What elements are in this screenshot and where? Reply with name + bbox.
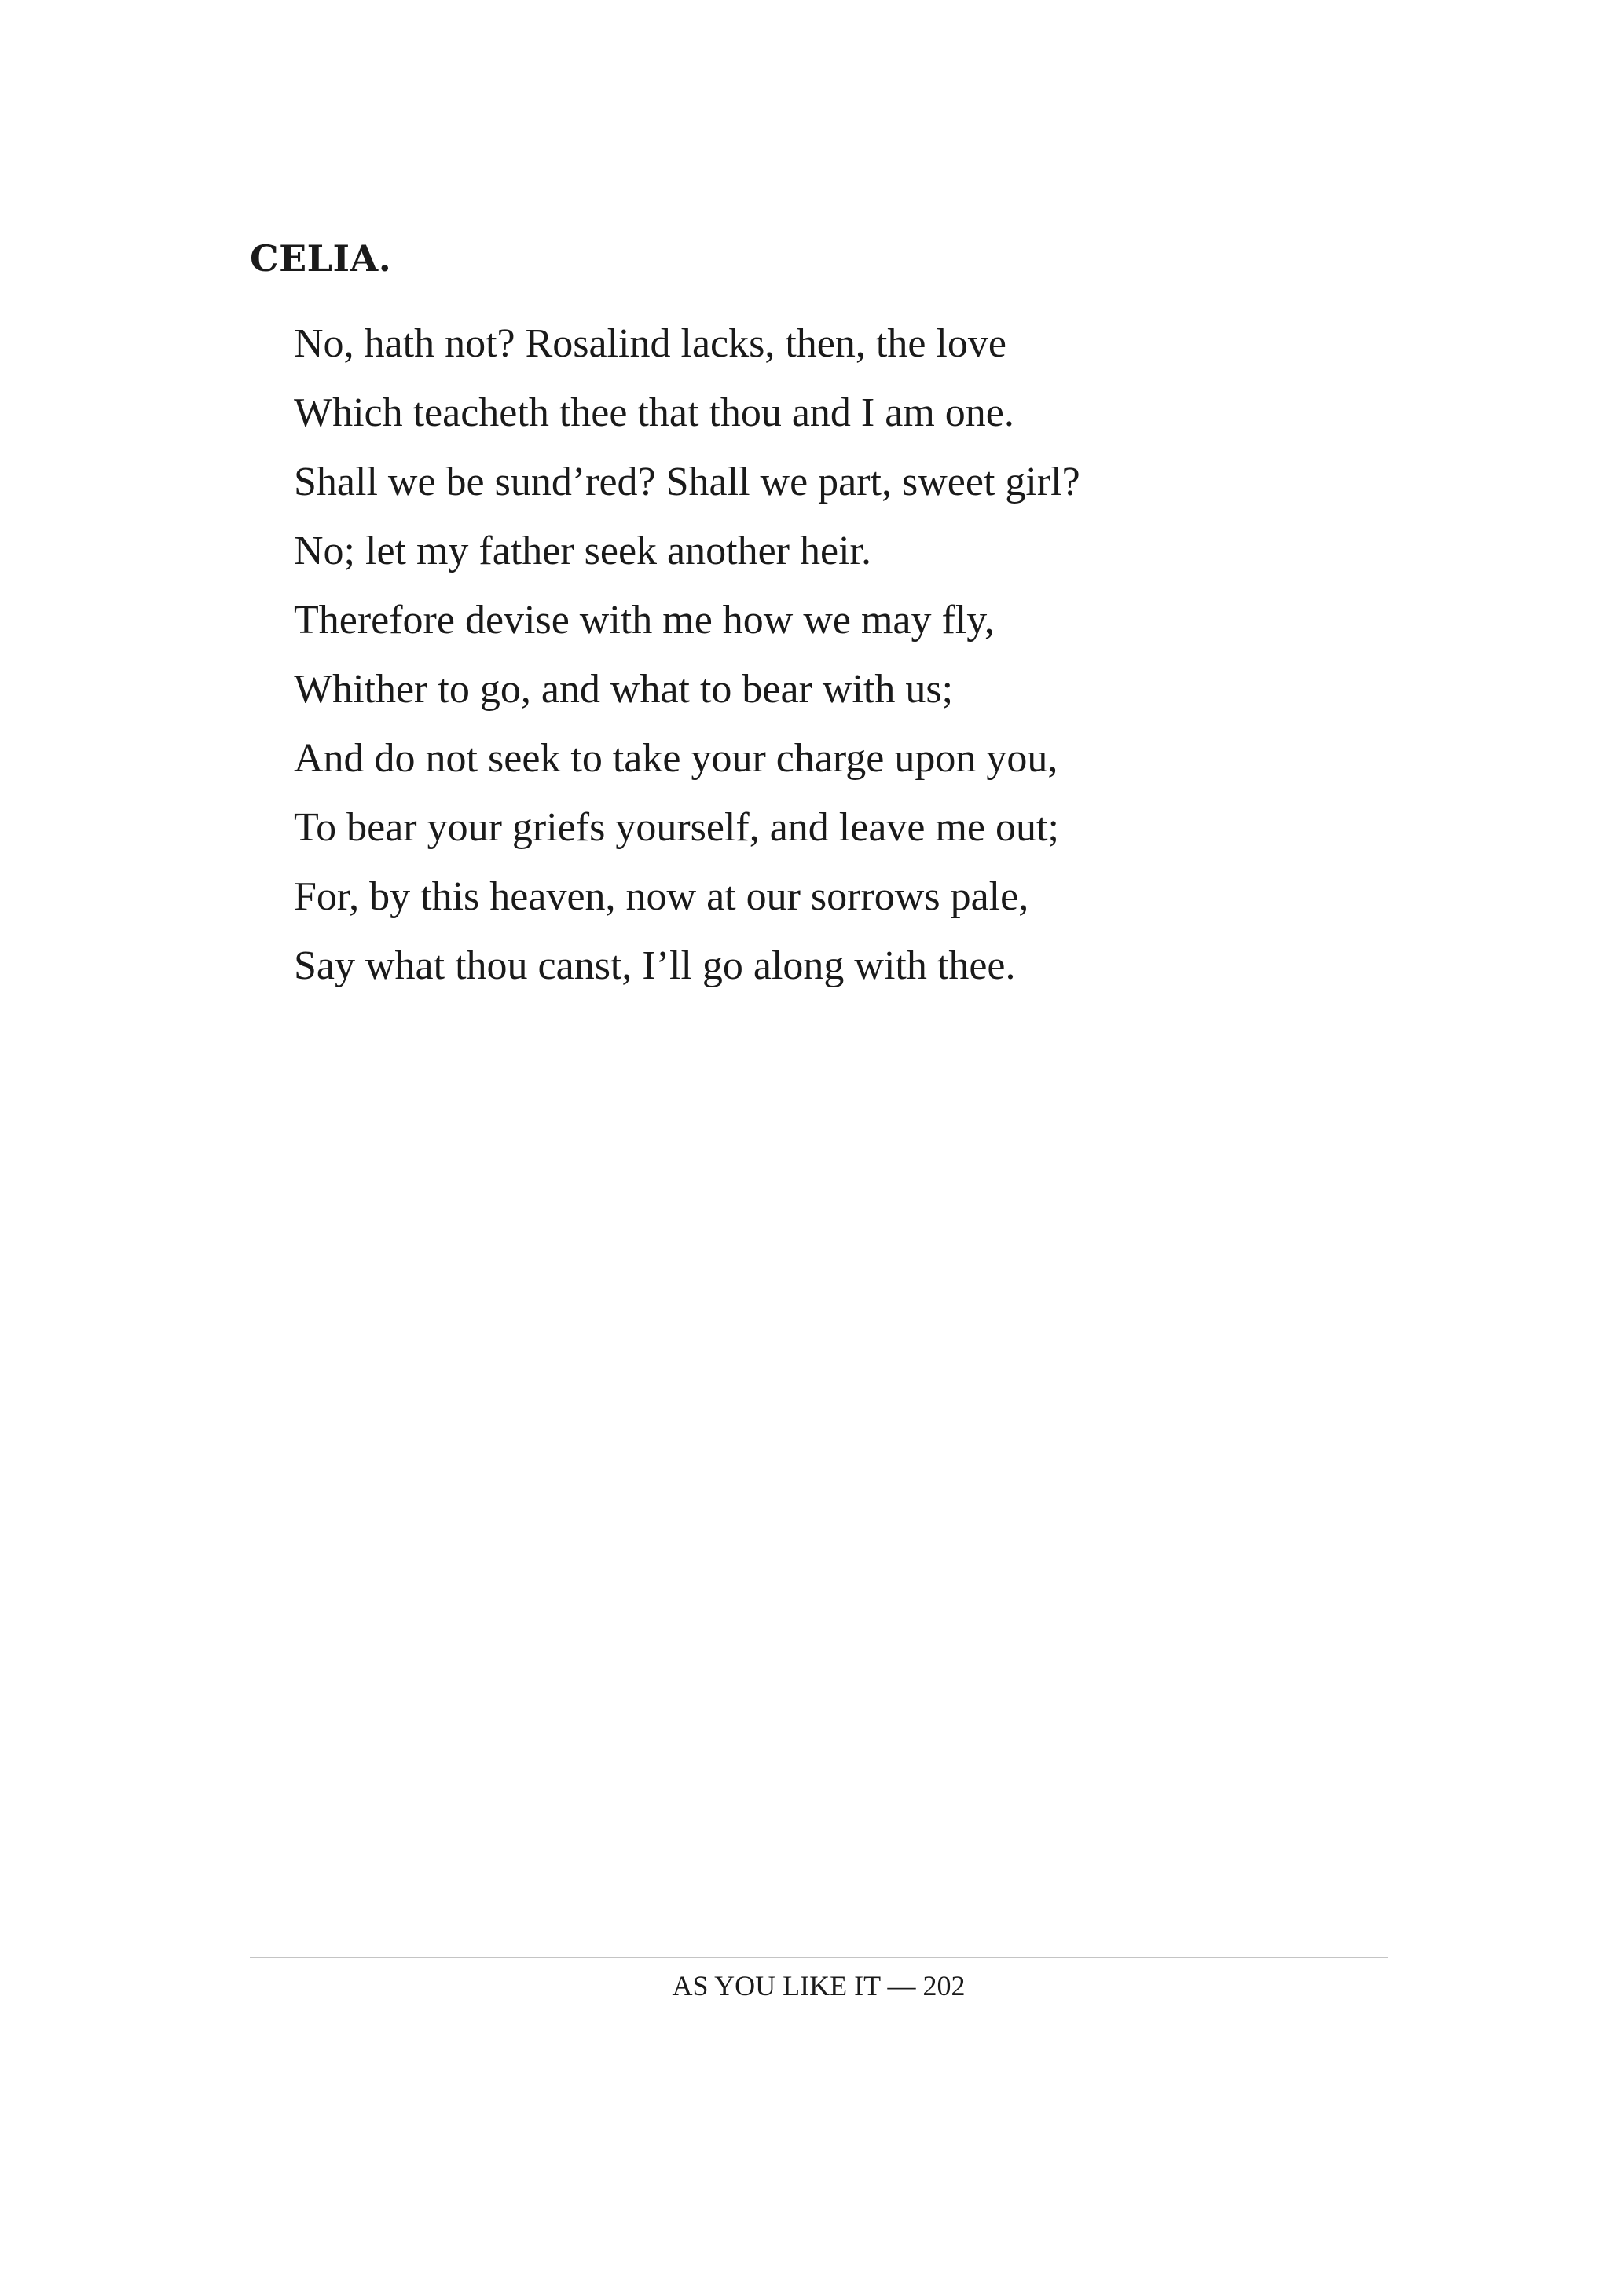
verse-line: To bear your griefs yourself, and leave me out; [294,805,1059,850]
verse-block [294,309,1080,1001]
verse-line: Shall we be sund’red? Shall we part, sweet girl? [294,460,1080,504]
page-footer: AS YOU LIKE IT — 202 [672,1970,966,2001]
verse-line: Whither to go, and what to bear with us; [294,667,954,712]
verse-line: No; let my father seek another heir. [294,529,871,573]
verse-line: For, by this heaven, now at our sorrows pale, [294,874,1029,919]
verse-line: Which teacheth thee that thou and I am one. [294,390,1014,435]
verse-line: Say what thou canst, I’ll go along with thee. [294,943,1016,988]
verse-line: No, hath not? Rosalind lacks, then, the love [294,321,1006,366]
footer-divider [250,1957,1388,1958]
verse-line: Therefore devise with me how we may fly, [294,598,995,643]
speaker-name: CELIA. [250,237,392,280]
verse-line: And do not seek to take your charge upon you, [294,736,1058,781]
